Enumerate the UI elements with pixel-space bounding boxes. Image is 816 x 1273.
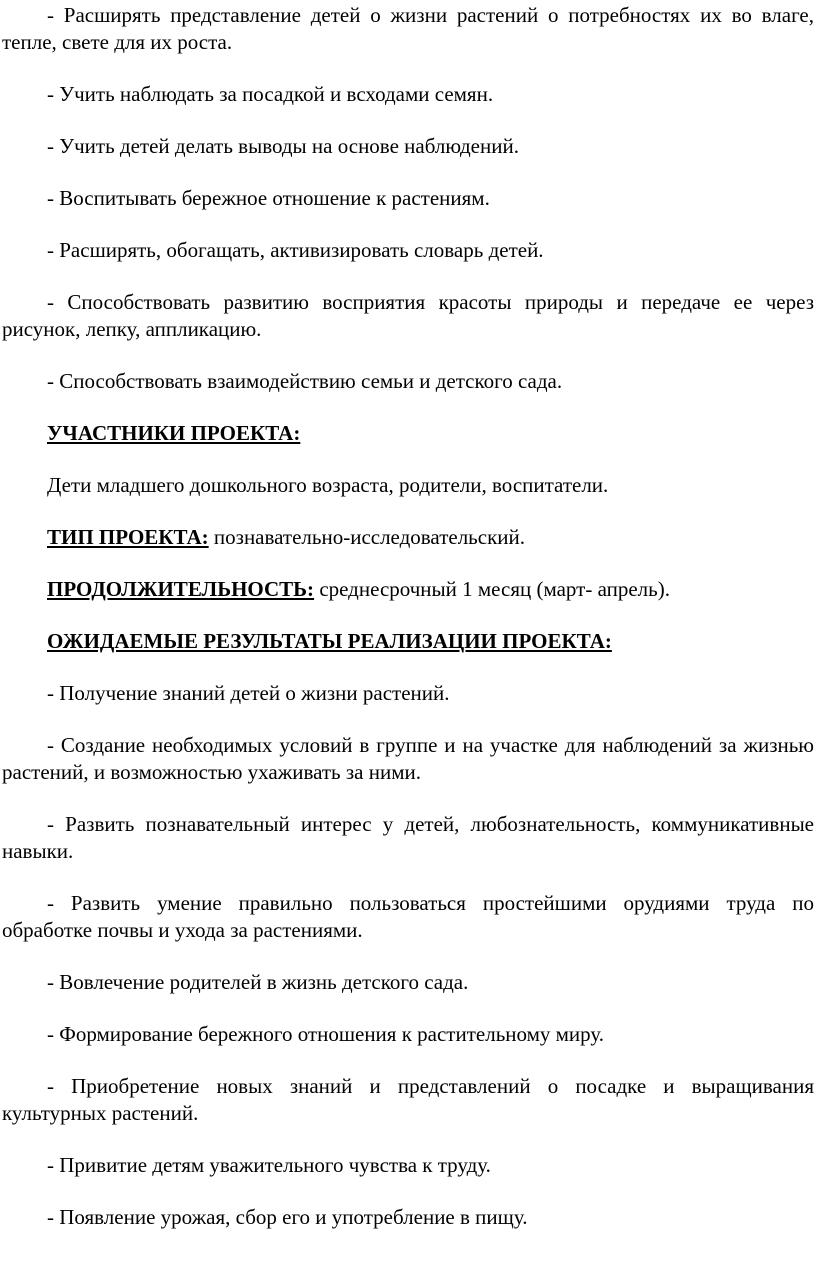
participants-section [2,420,814,447]
participants-text: Дети младшего дошкольного возраста, родители, воспитатели. [47,473,609,497]
project-type-section [2,524,814,551]
duration-heading: ПРОДОЛЖИТЕЛЬНОСТЬ: [47,577,315,601]
duration-text: среднесрочный 1 месяц (март- апрель). [314,577,670,601]
project-type-text: познавательно-исследовательский. [208,525,526,549]
result-item: - Появление урожая, сбор его и употребление в пищу. [47,1205,528,1229]
results-section [2,628,814,655]
result-item: - Вовлечение родителей в жизнь детского сада. [47,970,469,994]
result-item: - Получение знаний детей о жизни растений. [47,681,450,705]
result-item: - Развить умение правильно пользоваться простейшими орудиями труда по обработке почвы и ухода за растениями. [2,891,814,942]
goal-paragraph: - Учить детей делать выводы на основе наблюдений. [47,134,519,158]
result-item: - Формирование бережного отношения к растительному миру. [47,1022,605,1046]
result-item: - Приобретение новых знаний и представлений о посадке и выращивания культурных растений. [2,1074,814,1125]
goal-paragraph: - Способствовать взаимодействию семьи и детского сада. [47,369,563,393]
result-item: - Развить познавательный интерес у детей, любознательность, коммуникативные навыки. [2,812,814,863]
goal-paragraph: - Учить наблюдать за посадкой и всходами семян. [47,82,494,106]
result-item: - Привитие детям уважительного чувства к труду. [47,1153,491,1177]
goal-paragraph: - Расширять, обогащать, активизировать словарь детей. [47,238,544,262]
goal-paragraph: - Расширять представление детей о жизни растений о потребностях их во влаге, тепле, свете для их роста. [2,3,814,54]
result-item: - Создание необходимых условий в группе и на участке для наблюдений за жизнью растений, и возможностью ухаживать за ними. [2,733,814,784]
goal-paragraph: - Воспитывать бережное отношение к растениям. [47,186,490,210]
duration-section [2,576,814,603]
goal-paragraph: - Способствовать развитию восприятия красоты природы и передаче ее через рисунок, лепку, аппликацию. [2,290,814,341]
results-heading: ОЖИДАЕМЫЕ РЕЗУЛЬТАТЫ РЕАЛИЗАЦИИ ПРОЕКТА: [47,629,612,653]
participants-heading: УЧАСТНИКИ ПРОЕКТА: [47,421,301,445]
project-type-heading: ТИП ПРОЕКТА: [47,525,209,549]
